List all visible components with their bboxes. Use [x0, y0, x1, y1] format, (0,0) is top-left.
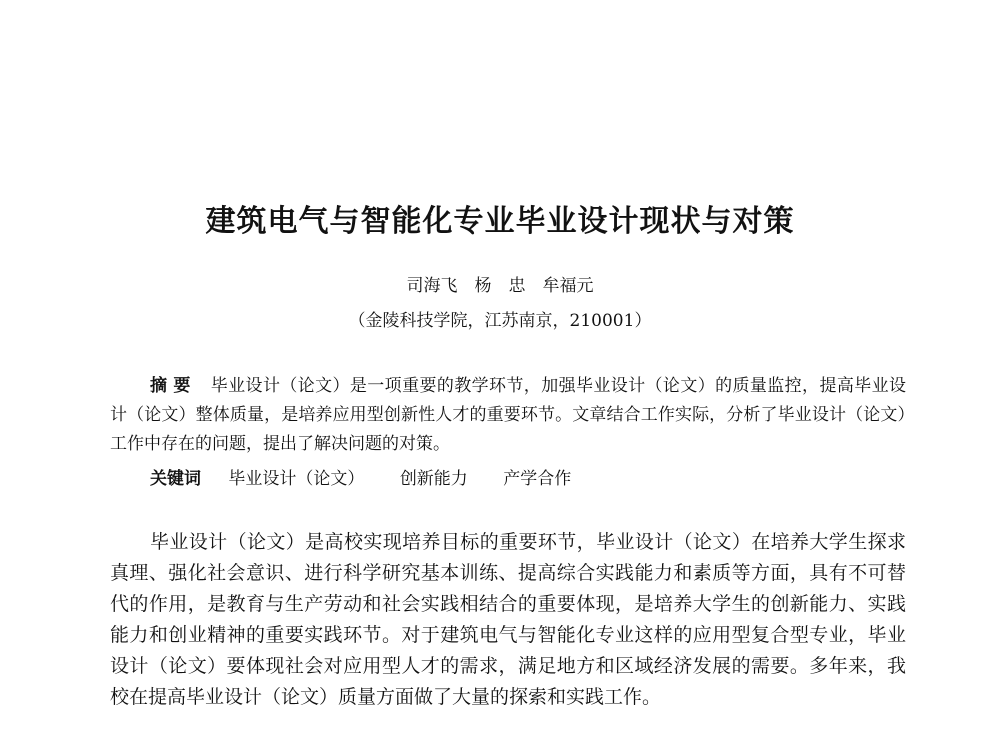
body-paragraph: 毕业设计（论文）是高校实现培养目标的重要环节，毕业设计（论文）在培养大学生探求真理、强化社会意识、进行科学研究基本训练、提高综合实践能力和素质等方面，具有不可替代的作用，是教育与生产劳动和社会实践相结合的重要体现，是培养大学生的创新能力、实践能力和创业精神的重要实践环节。对于建筑电气与智能化专业这样的应用型复合型专业，毕业设计（论文）要体现社会对应用型人才的需求，满足地方和区域经济发展的需要。多年来，我校在提高毕业设计（论文）质量方面做了大量的探索和实践工作。 — [110, 531, 906, 708]
author-affiliation: （金陵科技学院，江苏南京，210001） — [348, 311, 652, 331]
keyword-item: 创新能力 — [399, 469, 468, 489]
abstract — [110, 372, 906, 459]
paper-title: 建筑电气与智能化专业毕业设计现状与对策 — [205, 204, 795, 239]
abstract-text: 毕业设计（论文）是一项重要的教学环节，加强毕业设计（论文）的质量监控，提高毕业设计（论文）整体质量，是培养应用型创新性人才的重要环节。文章结合工作实际，分析了毕业设计（论文）工作中存在的问题，提出了解决问题的对策。 — [110, 376, 906, 454]
abstract-label: 摘要 — [150, 376, 197, 396]
keyword-item: 产学合作 — [503, 469, 572, 489]
author-list: 司海飞 杨 忠 牟福元 — [406, 276, 594, 296]
keyword-item: 毕业设计（论文） — [228, 469, 365, 489]
keywords-label: 关键词 — [150, 469, 201, 489]
keywords — [150, 465, 906, 494]
